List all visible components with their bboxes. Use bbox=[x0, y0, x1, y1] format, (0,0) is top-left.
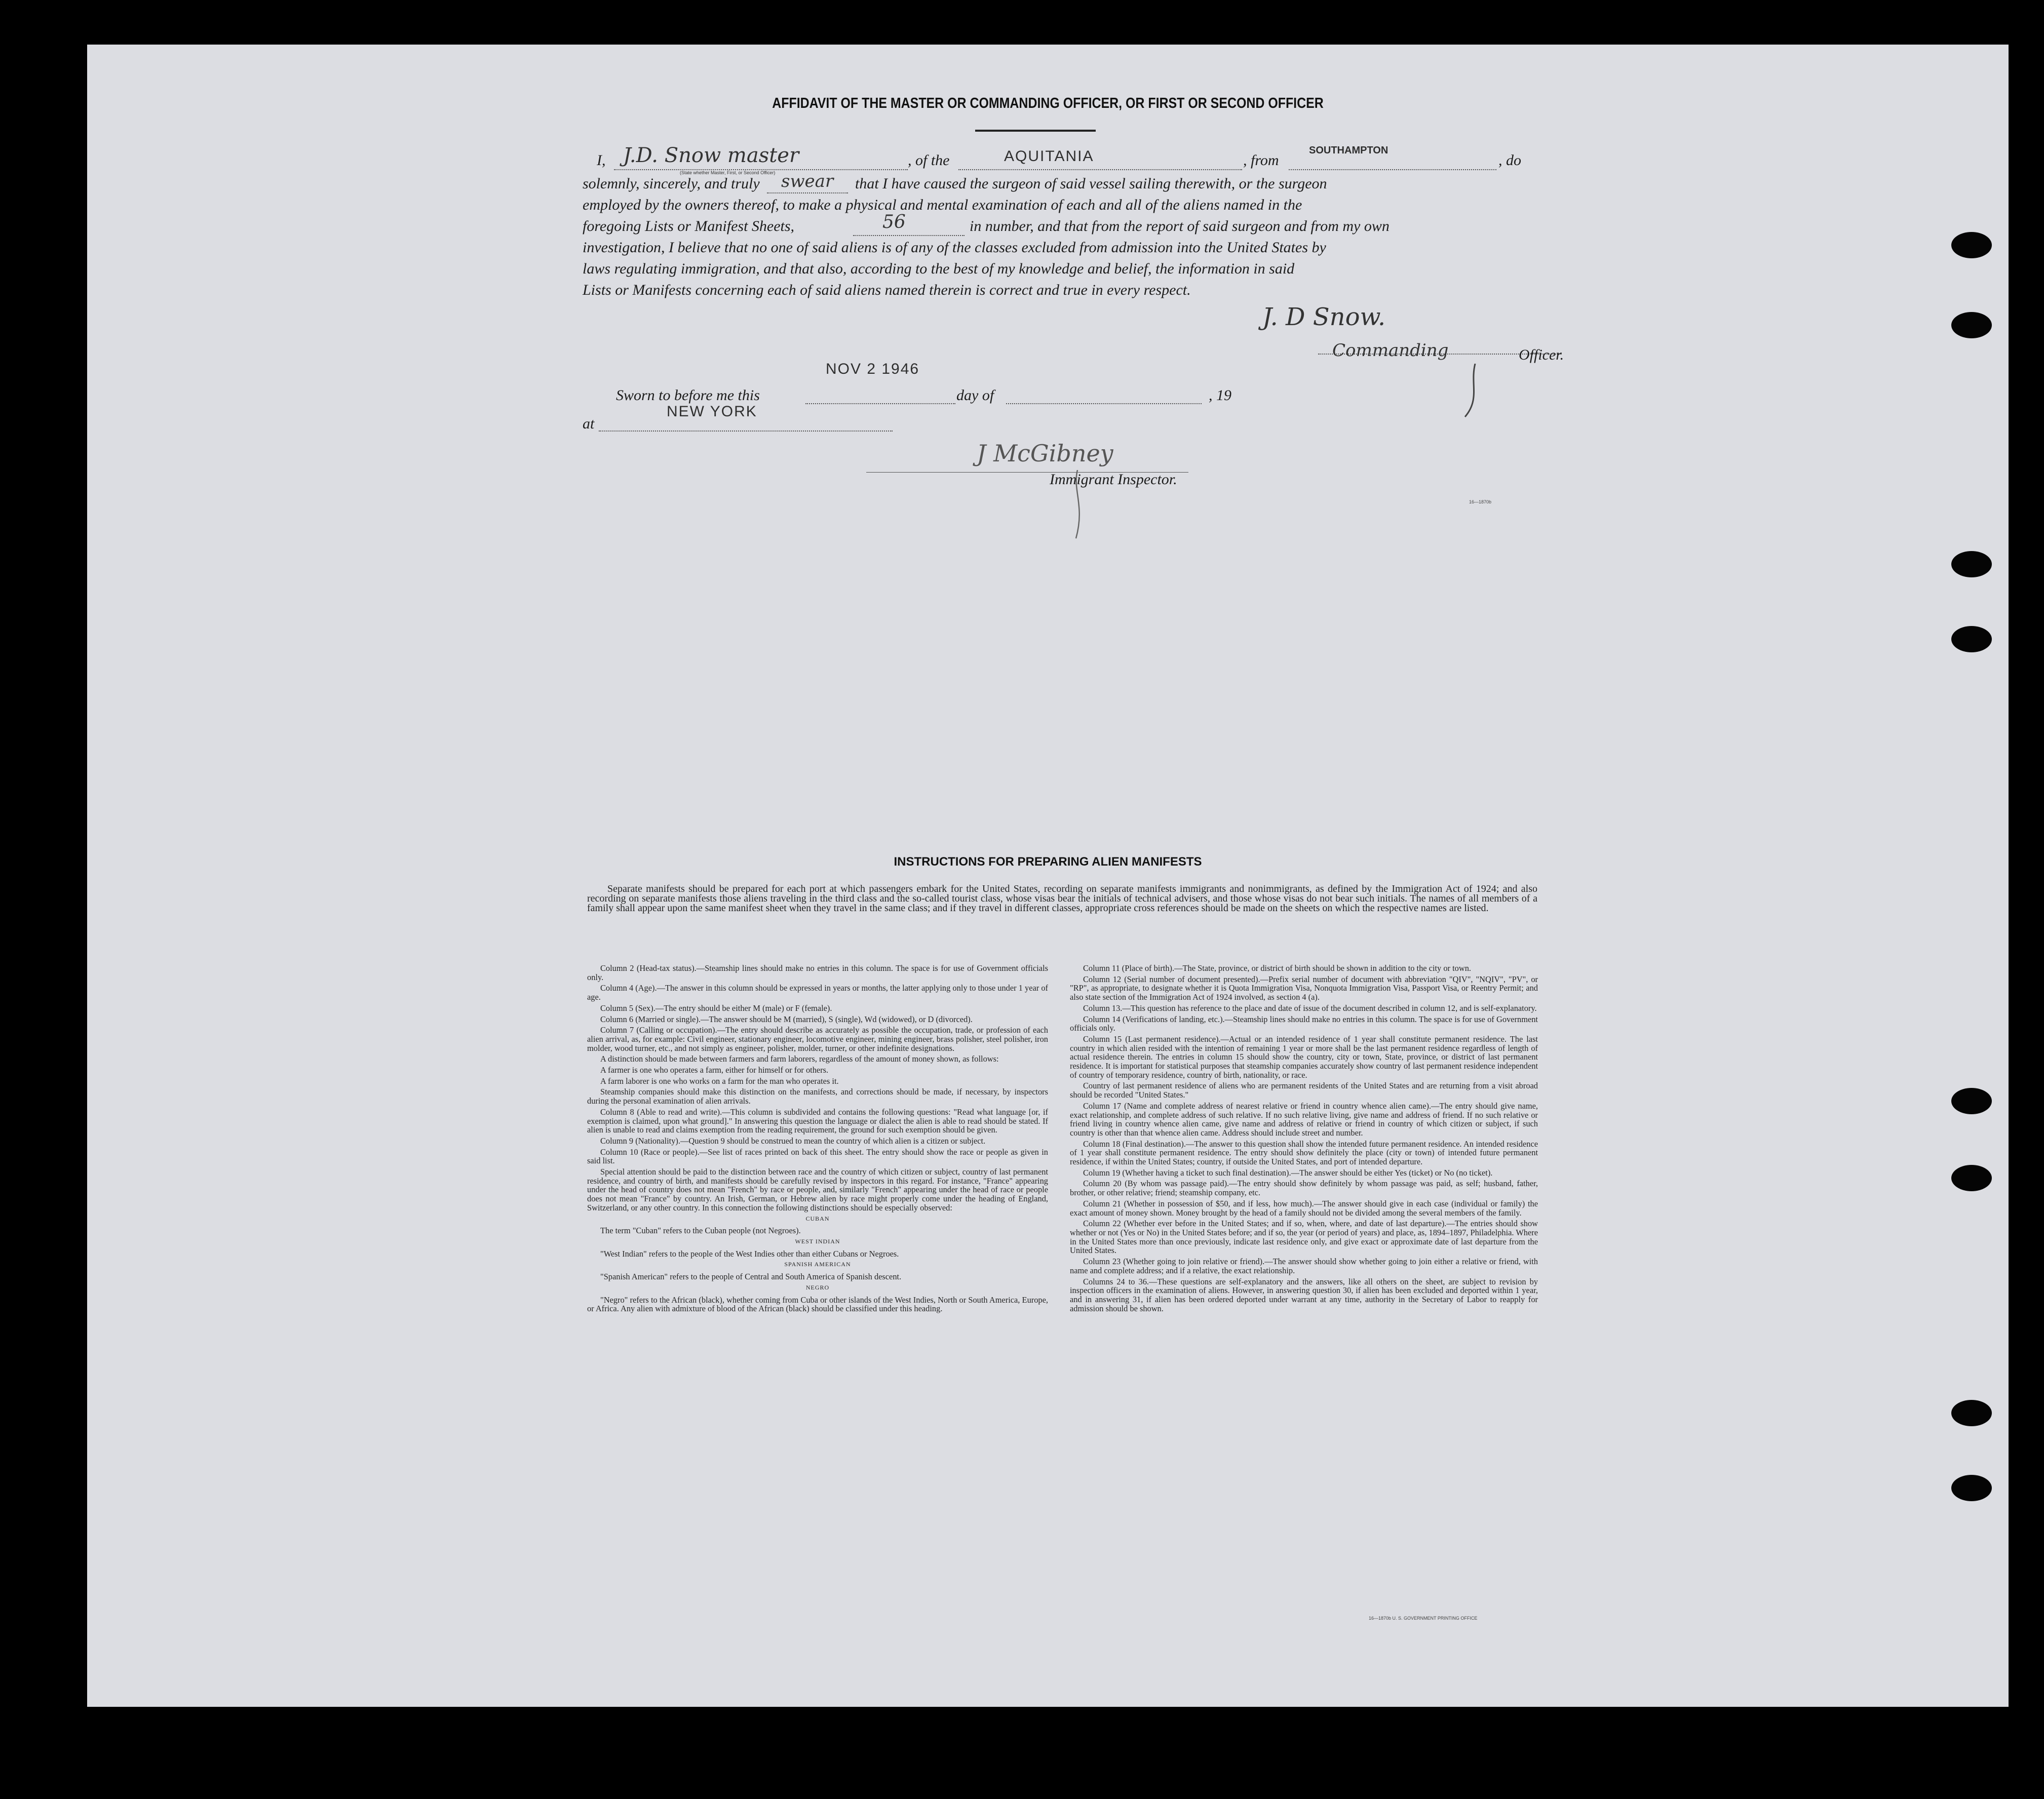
instruction-paragraph: A farmer is one who operates a farm, either for himself or for others. bbox=[600, 1065, 829, 1075]
inspector-label: Immigrant Inspector. bbox=[1050, 471, 1177, 488]
affidavit-title: AFFIDAVIT OF THE MASTER OR COMMANDING OFFICER, OR FIRST OR SECOND OFFICER bbox=[772, 95, 1324, 111]
instruction-paragraph: Column 18 (Final destination).—The answer to this question shall show the intended future permanent residence. An intended residence of 1 year shall constitute permanent residence. The entry should show definitely the place (city or town) of intended future permanent residence, if within the United States; country, if outside the United States, and port of intended departure. bbox=[1070, 1139, 1538, 1167]
instruction-paragraph: Column 21 (Whether in possession of $50, and if less, how much).—The answer should give in each case (individual or family) the exact amount of money shown. Money brought by the head of a family should not be divided among the several members of the family. bbox=[1070, 1198, 1538, 1218]
punch-hole bbox=[1951, 626, 1992, 652]
signature-flourish bbox=[1455, 364, 1485, 419]
heading-spanish-american: SPANISH AMERICAN bbox=[784, 1261, 851, 1268]
affidavit-prefix: I, bbox=[597, 152, 606, 169]
investigation-text: investigation, I believe that no one of said aliens is of any of the classes excluded from admission into the United States by bbox=[583, 239, 1326, 256]
punch-hole bbox=[1951, 232, 1992, 258]
form-number: 16—1870b bbox=[1469, 499, 1492, 504]
sworn-text: Sworn to before me this bbox=[616, 387, 760, 404]
instruction-paragraph: Column 11 (Place of birth).—The State, province, or district of birth should be shown in addition to the city or town. bbox=[1083, 963, 1471, 973]
date-stamp: NOV 2 1946 bbox=[826, 361, 920, 377]
instruction-paragraph: Column 5 (Sex).—The entry should be either M (male) or F (female). bbox=[600, 1003, 832, 1013]
manifest-sheet bbox=[87, 45, 2009, 1707]
inspector-signature: J McGibney bbox=[977, 440, 1113, 467]
ship-blank bbox=[958, 169, 1242, 170]
do-text: , do bbox=[1498, 152, 1521, 169]
oath-blank bbox=[767, 192, 848, 193]
solemnly-text: solemnly, sincerely, and truly bbox=[583, 175, 760, 192]
laws-text: laws regulating immigration, and that also, according to the best of my knowledge and belief, the information in said bbox=[583, 260, 1295, 277]
spanish-american-definition: "Spanish American" refers to the people of Central and South America of Spanish descent. bbox=[600, 1272, 902, 1282]
punch-hole bbox=[1951, 1400, 1992, 1426]
port-stamp: SOUTHAMPTON bbox=[1309, 145, 1389, 156]
day-of-text: day of bbox=[956, 387, 994, 404]
instruction-paragraph: Column 9 (Nationality).—Question 9 should be construed to mean the country of which alien is a citizen or subject. bbox=[600, 1136, 986, 1146]
instruction-paragraph: Column 22 (Whether ever before in the United States; and if so, when, where, and date of last departure).—The entries should show whether or not (Yes or No) in the United States before; and if so, the year (or period of years) and place, as, 1894–1897, Philadelphia. Where in the United States more than once previously, indicate last residence only, and give exact or approximate date of last departure from the United States. bbox=[1070, 1219, 1538, 1256]
year-prefix: , 19 bbox=[1209, 387, 1231, 404]
month-blank bbox=[1006, 403, 1202, 404]
oath-handwriting: swear bbox=[781, 171, 834, 191]
instruction-paragraph: Column 2 (Head-tax status).—Steamship lines should make no entries in this column. The space is for use of Government officials only. bbox=[587, 963, 1048, 982]
punch-hole bbox=[1951, 1088, 1992, 1114]
instruction-paragraph: Column 19 (Whether having a ticket to such final destination).—The answer should be either Yes (ticket) or No (no ticket). bbox=[1083, 1167, 1493, 1178]
heading-cuban: CUBAN bbox=[805, 1215, 830, 1222]
sheets-blank bbox=[853, 235, 965, 236]
west-indian-definition: "West Indian" refers to the people of the West Indies other than either Cubans or Negroes. bbox=[600, 1248, 899, 1259]
heading-west-indian: WEST INDIAN bbox=[795, 1237, 840, 1245]
lists-text: Lists or Manifests concerning each of said aliens named therein is correct and true in every respect. bbox=[583, 282, 1191, 298]
master-name-handwriting: J.D. Snow master bbox=[623, 144, 799, 167]
instruction-paragraph: Country of last permanent residence of aliens who are permanent residents of the United States and are returning from a visit abroad should be recorded "United States." bbox=[1070, 1081, 1538, 1100]
instruction-paragraph: Steamship companies should make this distinction on the manifests, and corrections should be made, if necessary, by inspectors during the personal examination of alien arrivals. bbox=[587, 1087, 1048, 1106]
port-blank bbox=[1289, 169, 1496, 170]
of-the-text: , of the bbox=[908, 152, 950, 169]
instruction-paragraph: Column 7 (Calling or occupation).—The entry should describe as accurately as possible the occupation, trade, or profession of each alien arrival, as, for example: Civil engineer, stationary engineer, locomotive engineer, mining engineer, brass polisher, steel polisher, iron molder, wood turner, etc., and not simply as engineer, polisher, molder, turner, or other indefinite designations. bbox=[587, 1025, 1048, 1053]
instruction-paragraph: Column 20 (By whom was passage paid).—The entry should show definitely by whom passage was paid, as self; husband, father, brother, or other relative; friend; steamship company, etc. bbox=[1070, 1179, 1538, 1198]
punch-hole bbox=[1951, 312, 1992, 338]
officer-text: Officer. bbox=[1519, 346, 1564, 363]
punch-hole bbox=[1951, 1475, 1992, 1501]
instruction-paragraph: Column 12 (Serial number of document presented).—Prefix serial number of document with abbreviation "QIV", "NQIV", "PV", or "RP", as appropriate, to designate whether it is Quota Immigration Visa, Nonquota Immigration Visa, Passport Visa, or Reentry Permit; and also state section of the Immigration Act of 1924 involved, as section 4 (a). bbox=[1070, 974, 1538, 1002]
negro-definition: "Negro" refers to the African (black), whether coming from Cuba or other islands of the West Indies, North or South America, Europe, or Africa. Any alien with admixture of blood of the African (black) should be classified under this heading. bbox=[587, 1295, 1048, 1314]
at-text: at bbox=[583, 415, 595, 432]
instruction-paragraph: Special attention should be paid to the distinction between race and the country of which citizen or subject, country of last permanent residence, and country of birth, and manifests should be carefully revised by inspectors in this regard. For instance, "France" appearing under the head of country does not mean "French" by race or people, and, similarly "French" appearing under the head of race or people does not mean "France" by country. An Irish, German, or Hebrew alien by race might properly come under the heading of England, Switzerland, or any other country. In this connection the following distinctions should be especially observed: bbox=[587, 1167, 1048, 1213]
inspector-flourish bbox=[1070, 470, 1090, 541]
instructions-right-column bbox=[1070, 964, 1538, 1315]
surgeon-text: that I have caused the surgeon of said vessel sailing therewith, or the surgeon bbox=[855, 175, 1327, 192]
punch-hole bbox=[1951, 1165, 1992, 1191]
heading-negro: NEGRO bbox=[805, 1283, 830, 1291]
ship-name-stamp: AQUITANIA bbox=[1004, 148, 1094, 165]
master-signature: J. D Snow. bbox=[1262, 303, 1386, 331]
punch-hole bbox=[1951, 551, 1992, 577]
title-rule bbox=[975, 130, 1096, 132]
place-blank bbox=[599, 431, 893, 432]
instruction-paragraph: Column 17 (Name and complete address of nearest relative or friend in country whence alien came).—The entry should give name, exact relationship, and complete address of such relative. If no such relative living, give name and address of friend. If no such relative or friend living in country whence alien came, give name and address of relative or friend in country of which citizen or subject, if such country is other than that whence alien came. Address should include street and number. bbox=[1070, 1101, 1538, 1138]
from-text: , from bbox=[1243, 152, 1279, 169]
foregoing-text: foregoing Lists or Manifest Sheets, bbox=[583, 218, 795, 234]
instructions-title: INSTRUCTIONS FOR PREPARING ALIEN MANIFESTS bbox=[894, 855, 1202, 869]
rank-handwriting: Commanding bbox=[1332, 340, 1449, 361]
instruction-paragraph: Column 4 (Age).—The answer in this column should be expressed in years or months, the latter applying only to those under 1 year of age. bbox=[587, 983, 1048, 1002]
employed-text: employed by the owners thereof, to make a physical and mental examination of each and all of the aliens named in the bbox=[583, 197, 1302, 213]
instructions-left-column bbox=[587, 964, 1048, 1315]
instruction-paragraph: A farm laborer is one who works on a farm for the man who operates it. bbox=[600, 1076, 839, 1086]
instruction-paragraph: Column 13.—This question has reference to the place and date of issue of the document described in column 12, and is self-explanatory. bbox=[1083, 1003, 1537, 1013]
name-caption: (State whether Master, First, or Second Officer) bbox=[680, 170, 776, 175]
instruction-paragraph: Column 23 (Whether going to join relative or friend).—The answer should show whether going to join either a relative or friend, with name and complete address; and if a relative, the exact relationship. bbox=[1070, 1257, 1538, 1275]
instruction-paragraph: Columns 24 to 36.—These questions are self-explanatory and the answers, like all others on the sheet, are subject to revision by inspection officers in the examination of aliens. However, in answering question 30, if alien has been excluded and deported within 1 year, and in answering 31, if alien has been ordered deported under warrant at any time, authority in the Secretary of Labor to reapply for admission should be shown. bbox=[1070, 1276, 1538, 1313]
place-stamp: NEW YORK bbox=[667, 403, 757, 420]
instructions-intro: Separate manifests should be prepared for each port at which passengers embark for the United States, recording on separate manifests immigrants and nonimmigrants, as defined by the Immigration Act of 1924; and also recording on separate manifests those aliens traveling in the third class and the so-called tourist class, whose visas bear the initials of technical advisers, and those whose visas do not bear such initials. The names of all members of a family shall appear upon the same manifest sheet when they travel in the same class; and if they travel in different classes, appropriate cross references should be made on the sheets on which the respective names are listed. bbox=[587, 883, 1537, 914]
sheets-count-handwriting: 56 bbox=[882, 212, 906, 232]
instruction-paragraph: Column 15 (Last permanent residence).—Actual or an intended residence of 1 year shall constitute permanent residence. The last country in which alien resided with the intention of remaining 1 year or more shall be the last permanent residence regardless of length of actual residence therein. The entries in column 15 should show the country, city or town, State, province, or district of last permanent residence. It is important for statistical purposes that steamship companies accurately show country of last permanent residence independent of country of temporary residence, country of birth, nationality, or race. bbox=[1070, 1034, 1538, 1080]
instruction-paragraph: Column 6 (Married or single).—The answer should be M (married), S (single), Wd (widowed), or D (divorced). bbox=[600, 1014, 973, 1024]
sworn-day-blank bbox=[805, 403, 955, 404]
instruction-paragraph: Column 8 (Able to read and write).—This column is subdivided and contains the following questions: "Read what language [or, if exemption is claimed, upon what ground]." In answering this question the language or dialect the alien is able to read should be stated. If alien is unable to read and claims exemption from the reading requirement, the ground for such exemption should be given. bbox=[587, 1107, 1048, 1135]
cuban-definition: The term "Cuban" refers to the Cuban people (not Negroes). bbox=[600, 1226, 801, 1236]
in-number-text: in number, and that from the report of said surgeon and from my own bbox=[970, 218, 1390, 234]
printing-office-footer: 16—1870b U. S. GOVERNMENT PRINTING OFFICE bbox=[1369, 1616, 1478, 1621]
instruction-paragraph: A distinction should be made between farmers and farm laborers, regardless of the amount of money shown, as follows: bbox=[600, 1054, 999, 1064]
instruction-paragraph: Column 14 (Verifications of landing, etc.).—Steamship lines should make no entries in this column. The space is for use of Government officials only. bbox=[1070, 1014, 1538, 1033]
instruction-paragraph: Column 10 (Race or people).—See list of races printed on back of this sheet. The entry should show the race or people as given in said list. bbox=[587, 1147, 1048, 1166]
